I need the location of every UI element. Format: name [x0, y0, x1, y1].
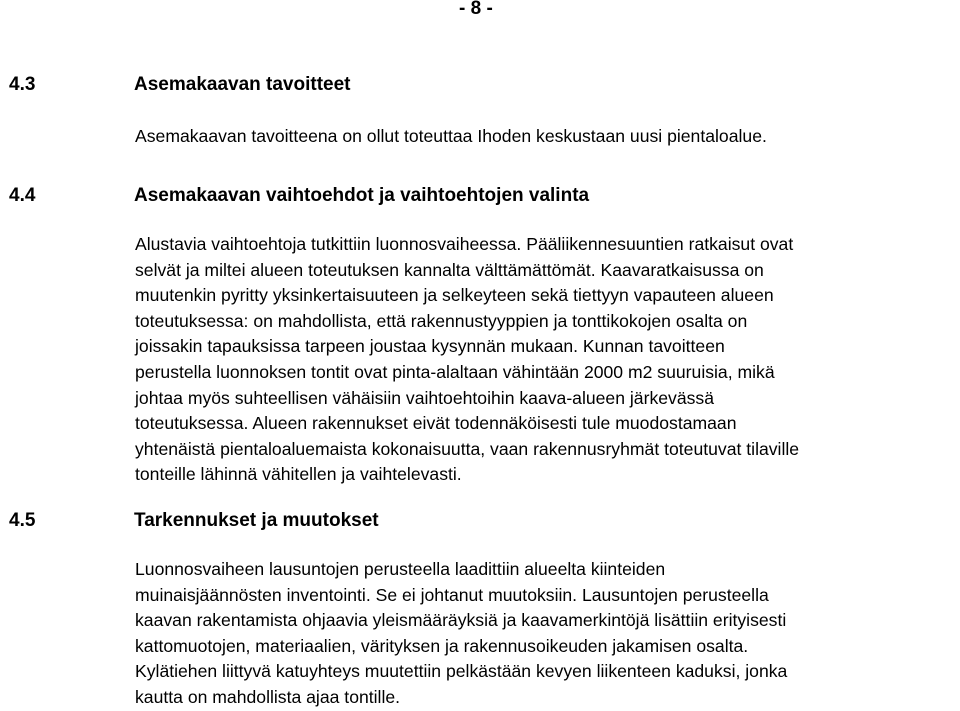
paragraph-line: yhtenäistä pientaloaluemaista kokonaisuutta, vaan rakennusryhmät toteutuvat tilaville: [135, 438, 800, 459]
paragraph-line: selvät ja miltei alueen toteutuksen kannalta välttämättömät. Kaavaratkaisussa on: [135, 259, 764, 280]
section-paragraph-4-4: [135, 232, 955, 488]
section-heading-4-3: [0, 72, 960, 98]
section-title: Asemakaavan vaihtoehdot ja vaihtoehtojen valinta: [134, 185, 590, 206]
paragraph-line: toteutuksessa. Alueen rakennukset eivät todennäköisesti tule muodostamaan: [135, 413, 737, 434]
paragraph-line: Luonnosvaiheen lausuntojen perusteella laadittiin alueelta kiinteiden: [135, 559, 666, 579]
section-paragraph-4-3: [135, 124, 955, 150]
paragraph-line: Asemakaavan tavoitteena on ollut toteuttaa Ihoden keskustaan uusi pientaloalue.: [135, 126, 767, 146]
section-number: 4.5: [9, 510, 36, 531]
paragraph-line: perustella luonnoksen tontit ovat pinta-alaltaan vähintään 2000 m2 suuruisia, mikä: [135, 361, 775, 382]
paragraph-line: kautta on mahdollista ajaa tontille.: [135, 686, 401, 707]
section-heading-4-5: [0, 508, 960, 534]
section-title: Asemakaavan tavoitteet: [134, 74, 351, 95]
section-paragraph-4-5: [135, 557, 955, 711]
paragraph-line: Kylätiehen liittyvä katuyhteys muutettiin pelkästään kevyen liikenteen kaduksi, jonka: [135, 661, 788, 682]
paragraph-line: kattomuotojen, materiaalien, värityksen ja rakennusoikeuden jakamisen osalta.: [135, 635, 749, 656]
paragraph-line: muutenkin pyritty yksinkertaisuuteen ja selkeyteen sekä tiettyyn vapauteen alueen: [135, 285, 774, 306]
paragraph-line: tonteille lähinnä vähitellen ja vaihtelevasti.: [135, 464, 462, 485]
paragraph-line: Alustavia vaihtoehtoja tutkittiin luonnosvaiheessa. Pääliikennesuuntien ratkaisut ovat: [135, 234, 794, 254]
paragraph-line: johtaa myös suhteellisen vähäisiin vaihtoehtoihin kaava-alueen järkevässä: [135, 387, 714, 408]
paragraph-line: joissakin tapauksissa tarpeen joustaa kysynnän mukaan. Kunnan tavoitteen: [135, 336, 725, 357]
section-number: 4.4: [9, 185, 36, 206]
paragraph-line: toteutuksessa: on mahdollista, että rakennustyyppien ja tonttikokojen osalta on: [135, 310, 748, 331]
section-heading-4-4: [0, 183, 960, 209]
page-number: - 8 -: [459, 0, 493, 19]
paragraph-line: kaavan rakentamista ohjaavia yleismääräyksiä ja kaavamerkintöjä lisättiin erityisesti: [135, 610, 787, 631]
section-number: 4.3: [9, 74, 36, 95]
paragraph-line: muinaisjäännösten inventointi. Se ei johtanut muutoksiin. Lausuntojen perusteella: [135, 584, 769, 605]
section-title: Tarkennukset ja muutokset: [134, 510, 379, 531]
